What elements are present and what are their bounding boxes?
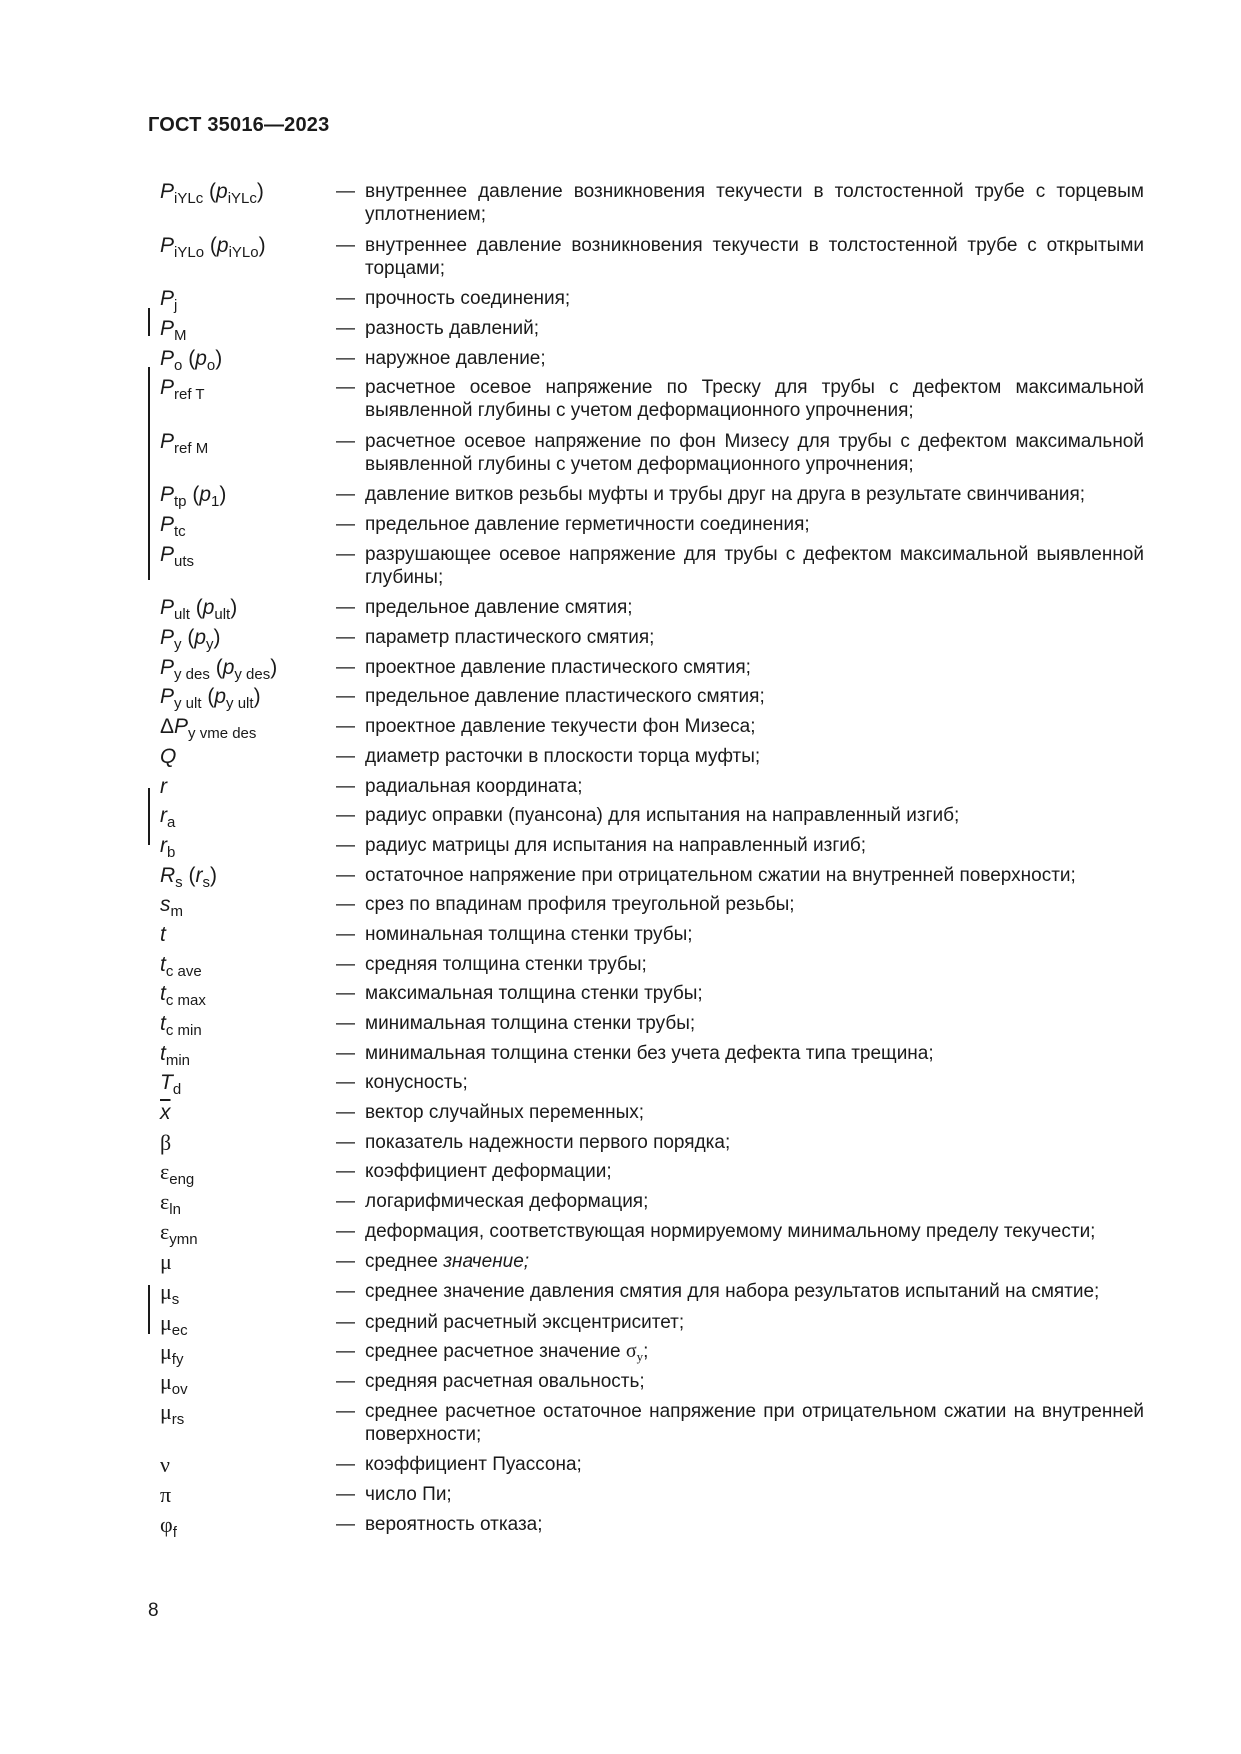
description: разрушающее осевое напряжение для трубы с дефектом максимальной выявленной глубины; <box>365 543 1144 588</box>
symbol: μ <box>160 1249 172 1275</box>
symbol: $r_a$ <box>160 804 176 832</box>
description: минимальная толщина стенки трубы; <box>365 1013 696 1035</box>
dash: — <box>336 234 355 256</box>
dash: — <box>336 514 355 536</box>
symbol: $P_{y ult}$ $(p_{y ult})$ <box>160 685 261 713</box>
symbol: $P_{ult}$ $(p_{ult})$ <box>160 596 238 624</box>
list-item <box>0 1131 1241 1154</box>
dash: — <box>336 1371 355 1393</box>
symbol: $P_{uts}$ <box>160 542 195 570</box>
list-item <box>0 1041 1241 1069</box>
list-item <box>0 1101 1241 1124</box>
dash: — <box>336 1281 355 1303</box>
list-item <box>0 1071 1241 1099</box>
list-item <box>0 804 1241 832</box>
dash: — <box>336 288 355 310</box>
symbol: $P_y$ $(p_y)$ <box>160 626 221 654</box>
description: проектное давление пластического смятия; <box>365 656 751 678</box>
description: максимальная толщина стенки трубы; <box>365 983 703 1005</box>
dash: — <box>336 1220 355 1242</box>
symbol: $P_{iYLo}$ $(p_{iYLo})$ <box>160 233 266 261</box>
description: радиус матрицы для испытания на направленный изгиб; <box>365 834 867 856</box>
dash: — <box>336 1072 355 1094</box>
dash: — <box>336 745 355 767</box>
description: радиус оправки (пуансона) для испытания на направленный изгиб; <box>365 805 960 827</box>
dash: — <box>336 543 355 565</box>
symbol: β <box>160 1129 172 1155</box>
dash: — <box>336 953 355 975</box>
symbol: r <box>160 774 167 798</box>
dash: — <box>336 1042 355 1064</box>
symbol: ν <box>160 1452 170 1478</box>
dash: — <box>336 834 355 856</box>
dash: — <box>336 686 355 708</box>
description: разность давлений; <box>365 317 540 339</box>
list-item <box>0 1159 1241 1189</box>
dash: — <box>336 1102 355 1124</box>
description: средняя толщина стенки трубы; <box>365 953 647 975</box>
symbol: $P_{iYLc}$ $(p_{iYLc})$ <box>160 180 264 207</box>
description: наружное давление; <box>365 347 546 369</box>
dash: — <box>336 1161 355 1183</box>
description: срез по впадинам профиля треугольной резьбы; <box>365 894 795 916</box>
description: диаметр расточки в плоскости торца муфты; <box>365 745 761 767</box>
description: вектор случайных переменных; <box>365 1102 645 1124</box>
symbol: $r_b$ <box>160 833 176 861</box>
dash: — <box>336 317 355 339</box>
dash: — <box>336 1400 355 1422</box>
dash: — <box>336 1454 355 1476</box>
symbol: $t_{c min}$ <box>160 1012 202 1040</box>
dash: — <box>336 430 355 452</box>
description: логарифмическая деформация; <box>365 1191 649 1213</box>
dash: — <box>336 1341 355 1363</box>
symbol-list <box>0 180 1241 1542</box>
description: среднее значение давления смятия для набора результатов испытаний на смятие; <box>365 1281 1100 1303</box>
list-item <box>0 596 1241 624</box>
symbol: $\overline{x}$ <box>160 1101 171 1125</box>
description: среднее значение; <box>365 1251 530 1273</box>
list-item <box>0 1309 1241 1339</box>
list-item <box>0 1483 1241 1506</box>
symbol: $\Delta P_{y vme des}$ <box>160 715 257 743</box>
list-item <box>0 1453 1241 1476</box>
description: предельное давление герметичности соединения; <box>365 514 810 536</box>
dash: — <box>336 864 355 886</box>
description: остаточное напряжение при отрицательном сжатии на внутренней поверхности; <box>365 864 1076 886</box>
description: внутреннее давление возникновения текучести в толстостенной трубе с открытыми торцами; <box>365 234 1144 279</box>
list-item <box>0 1189 1241 1219</box>
dash: — <box>336 181 355 202</box>
description: показатель надежности первого порядка; <box>365 1131 731 1153</box>
symbol: $\varepsilon_{ln}$ <box>160 1189 181 1219</box>
list-item <box>0 655 1241 683</box>
description: среднее расчетное значение $\sigma_y$; <box>365 1340 649 1365</box>
description: проектное давление текучести фон Мизеса; <box>365 716 756 738</box>
description: прочность соединения; <box>365 288 571 310</box>
dash: — <box>336 1311 355 1333</box>
symbol: Q <box>160 744 177 768</box>
list-item <box>0 376 1241 422</box>
symbol: $\mu_{ov}$ <box>160 1369 188 1399</box>
list-item <box>0 893 1241 921</box>
symbol: $s_m$ <box>160 893 183 921</box>
symbol: $P_{ref M}$ <box>160 429 209 457</box>
list-item <box>0 715 1241 743</box>
dash: — <box>336 597 355 619</box>
list-item <box>0 1250 1241 1273</box>
dash: — <box>336 1251 355 1273</box>
list-item <box>0 430 1241 476</box>
description: внутреннее давление возникновения текучести в толстостенной трубе с торцевым уплотнением; <box>365 181 1144 225</box>
symbol: $t_{min}$ <box>160 1041 191 1069</box>
list-item <box>0 483 1241 511</box>
symbol: $P_j$ <box>160 287 178 315</box>
dash: — <box>336 347 355 369</box>
description: минимальная толщина стенки без учета дефекта типа трещина; <box>365 1042 934 1064</box>
dash: — <box>336 1513 355 1535</box>
list-item <box>0 685 1241 713</box>
dash: — <box>336 1484 355 1506</box>
list-item <box>0 1400 1241 1446</box>
symbol: $P_M$ <box>160 316 187 344</box>
description: среднее расчетное остаточное напряжение при отрицательном сжатии на внутренней поверхности; <box>365 1400 1144 1445</box>
list-item <box>0 982 1241 1010</box>
dash: — <box>336 983 355 1005</box>
dash: — <box>336 1191 355 1213</box>
description: число Пи; <box>365 1484 452 1506</box>
description: радиальная координата; <box>365 775 583 797</box>
dash: — <box>336 805 355 827</box>
symbol: $\mu_{fy}$ <box>160 1339 184 1369</box>
symbol: t <box>160 922 166 946</box>
list-item <box>0 1511 1241 1541</box>
dash: — <box>336 1131 355 1153</box>
list-item <box>0 316 1241 344</box>
list-item <box>0 863 1241 891</box>
document-header: ГОСТ 35016—2023 <box>148 114 330 136</box>
symbol: $\varepsilon_{ymn}$ <box>160 1218 198 1248</box>
list-item <box>0 1279 1241 1309</box>
list-item <box>0 346 1241 374</box>
dash: — <box>336 894 355 916</box>
symbol: $\mu_s$ <box>160 1279 180 1309</box>
dash: — <box>336 775 355 797</box>
symbol: $t_{c ave}$ <box>160 952 202 980</box>
description: коэффициент деформации; <box>365 1161 612 1183</box>
description: вероятность отказа; <box>365 1513 543 1535</box>
list-item <box>0 287 1241 315</box>
description: параметр пластического смятия; <box>365 627 655 649</box>
description: давление витков резьбы муфты и трубы друг на друга в результате свинчивания; <box>365 484 1086 506</box>
description: средняя расчетная овальность; <box>365 1371 645 1393</box>
list-item <box>0 1012 1241 1040</box>
description: расчетное осевое напряжение по фон Мизесу для трубы с дефектом максимальной выявленной глубины с учетом деформационного упрочнения; <box>365 430 1144 475</box>
symbol: $P_o$ $(p_o)$ <box>160 346 223 374</box>
description: средний расчетный эксцентриситет; <box>365 1311 685 1333</box>
symbol: $\varepsilon_{eng}$ <box>160 1159 195 1189</box>
dash: — <box>336 1013 355 1035</box>
list-item <box>0 626 1241 654</box>
dash: — <box>336 377 355 399</box>
dash: — <box>336 484 355 506</box>
list-item <box>0 234 1241 280</box>
list-item <box>0 833 1241 861</box>
list-item <box>0 180 1241 226</box>
description: коэффициент Пуассона; <box>365 1454 582 1476</box>
symbol: $P_{ref T}$ <box>160 376 205 404</box>
list-item <box>0 1218 1241 1248</box>
symbol: π <box>160 1482 172 1508</box>
page-number: 8 <box>148 1600 159 1621</box>
symbol: $P_{y des}$ $(p_{y des})$ <box>160 655 278 683</box>
symbol: $\mu_{ec}$ <box>160 1309 188 1339</box>
dash: — <box>336 716 355 738</box>
dash: — <box>336 627 355 649</box>
list-item <box>0 745 1241 768</box>
description: конусность; <box>365 1072 468 1094</box>
symbol: $T_d$ <box>160 1071 182 1099</box>
list-item <box>0 1369 1241 1399</box>
list-item <box>0 923 1241 946</box>
description: предельное давление пластического смятия; <box>365 686 765 708</box>
symbol: $t_{c max}$ <box>160 982 206 1010</box>
description: предельное давление смятия; <box>365 597 633 619</box>
dash: — <box>336 656 355 678</box>
symbol: $R_s$ $(r_s)$ <box>160 863 217 891</box>
description: расчетное осевое напряжение по Треску для трубы с дефектом максимальной выявленной глубины с учетом деформационного упрочнения; <box>365 377 1144 422</box>
list-item <box>0 952 1241 980</box>
list-item <box>0 543 1241 589</box>
symbol: $P_{tp}$ $(p_1)$ <box>160 483 227 511</box>
symbol: $\mu_{rs}$ <box>160 1398 185 1428</box>
list-item <box>0 513 1241 541</box>
symbol: $P_{tc}$ <box>160 513 186 541</box>
description: деформация, соответствующая нормируемому минимальному пределу текучести; <box>365 1220 1096 1242</box>
dash: — <box>336 923 355 945</box>
symbol: $\varphi_f$ <box>160 1511 177 1541</box>
list-item <box>0 775 1241 798</box>
list-item <box>0 1339 1241 1369</box>
description: номинальная толщина стенки трубы; <box>365 923 693 945</box>
